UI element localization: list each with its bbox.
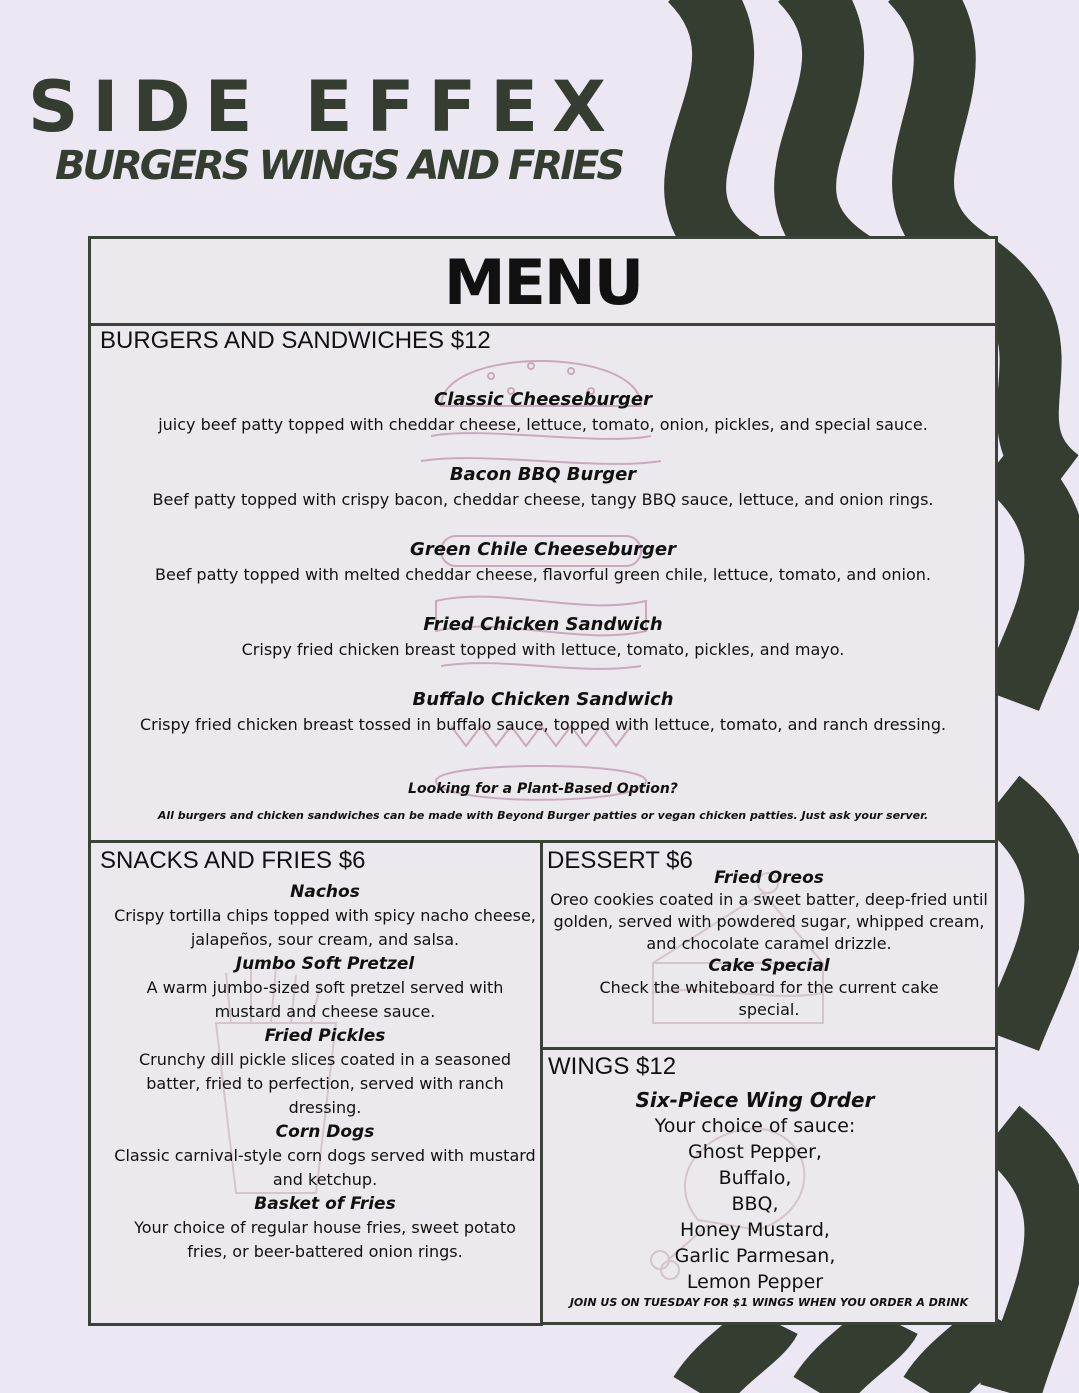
menu-item <box>105 1024 545 1120</box>
menu-item <box>543 955 995 1021</box>
dessert-section-title: DESSERT $6 <box>547 847 693 874</box>
menu-item <box>91 613 995 688</box>
item-description: Your choice of regular house fries, sweet potato fries, or beer-battered onion rings. <box>134 1218 516 1261</box>
wings-promo: JOIN US ON TUESDAY FOR $1 WINGS WHEN YOU ORDER A DRINK <box>569 1296 969 1309</box>
snacks-section <box>88 840 543 1326</box>
item-name: Jumbo Soft Pretzel <box>235 954 415 974</box>
item-description: A warm jumbo-sized soft pretzel served with mustard and cheese sauce. <box>146 978 504 1021</box>
sauce-intro: Your choice of sauce: <box>654 1115 856 1137</box>
wave-stripe-7 <box>700 1320 770 1393</box>
burgers-section <box>88 323 998 843</box>
burgers-section-title: BURGERS AND SANDWICHES $12 <box>100 327 491 354</box>
burgers-list <box>91 388 995 763</box>
snacks-list <box>105 880 545 1264</box>
item-name: Green Chile Cheeseburger <box>410 539 676 560</box>
brand-name: SIDE EFFEX <box>28 66 620 148</box>
menu-item <box>543 867 995 955</box>
menu-title-box <box>88 236 998 326</box>
sauce-option: Lemon Pepper <box>686 1271 824 1293</box>
item-name: Cake Special <box>708 956 830 976</box>
plant-based-note: All burgers and chicken sandwiches can be made with Beyond Burger patties or vegan chicken patties. Just ask your server. <box>157 809 929 822</box>
menu-item <box>91 463 995 538</box>
wings-section-title: WINGS $12 <box>548 1053 677 1080</box>
sauce-option: BBQ, <box>731 1193 779 1215</box>
item-name: Nachos <box>290 882 360 902</box>
menu-item <box>105 880 545 952</box>
wing-item-name: Six-Piece Wing Order <box>635 1088 875 1112</box>
item-description: Crispy fried chicken breast topped with lettuce, tomato, pickles, and mayo. <box>241 640 845 659</box>
item-name: Fried Chicken Sandwich <box>423 614 663 635</box>
wave-stripe-5 <box>1000 800 1055 1040</box>
item-description: Check the whiteboard for the current cake special. <box>599 978 939 1019</box>
item-name: Buffalo Chicken Sandwich <box>412 689 674 710</box>
item-description: Crunchy dill pickle slices coated in a seasoned batter, fried to perfection, served with ranch dressing. <box>139 1050 511 1117</box>
menu-item <box>91 388 995 463</box>
menu-item <box>91 688 995 763</box>
menu-item <box>105 1192 545 1264</box>
brand-tagline: BURGERS WINGS AND FRIES <box>55 143 623 189</box>
sauce-option: Ghost Pepper, <box>688 1141 822 1163</box>
menu-item <box>105 1120 545 1192</box>
wave-stripe-8 <box>820 1320 890 1393</box>
item-description: Classic carnival-style corn dogs served with mustard and ketchup. <box>114 1146 536 1189</box>
item-name: Bacon BBQ Burger <box>449 464 637 485</box>
wings-list <box>543 1087 995 1295</box>
item-name: Classic Cheeseburger <box>434 389 652 410</box>
snacks-section-title: SNACKS AND FRIES $6 <box>100 847 366 874</box>
item-description: Beef patty topped with melted cheddar cheese, flavorful green chile, lettuce, tomato, and onion. <box>155 565 931 584</box>
dessert-section <box>540 840 998 1051</box>
dessert-list <box>543 867 995 1021</box>
item-name: Basket of Fries <box>254 1194 396 1214</box>
item-name: Corn Dogs <box>275 1122 375 1142</box>
item-name: Fried Oreos <box>714 868 824 888</box>
sauce-option: Honey Mustard, <box>680 1219 830 1241</box>
sauce-option: Garlic Parmesan, <box>674 1245 836 1267</box>
sauce-option: Buffalo, <box>718 1167 792 1189</box>
item-description: Crispy fried chicken breast tossed in buffalo sauce, topped with lettuce, tomato, and ranch dressing. <box>139 715 947 734</box>
item-description: Oreo cookies coated in a sweet batter, deep-fried until golden, served with powdered sugar, whipped cream, and chocolate caramel drizzle. <box>550 890 988 953</box>
wave-stripe-4 <box>1000 460 1055 700</box>
item-description: Beef patty topped with crispy bacon, cheddar cheese, tangy BBQ sauce, lettuce, and onion rings. <box>152 490 934 509</box>
item-description: juicy beef patty topped with cheddar cheese, lettuce, tomato, onion, pickles, and special sauce. <box>158 415 928 434</box>
item-description: Crispy tortilla chips topped with spicy nacho cheese, jalapeños, sour cream, and salsa. <box>114 906 536 949</box>
plant-based-title: Looking for a Plant-Based Option? <box>408 781 678 797</box>
menu-item <box>91 538 995 613</box>
wings-section <box>540 1047 998 1325</box>
menu-item <box>105 952 545 1024</box>
menu-title: MENU <box>443 246 643 319</box>
item-name: Fried Pickles <box>264 1026 386 1046</box>
